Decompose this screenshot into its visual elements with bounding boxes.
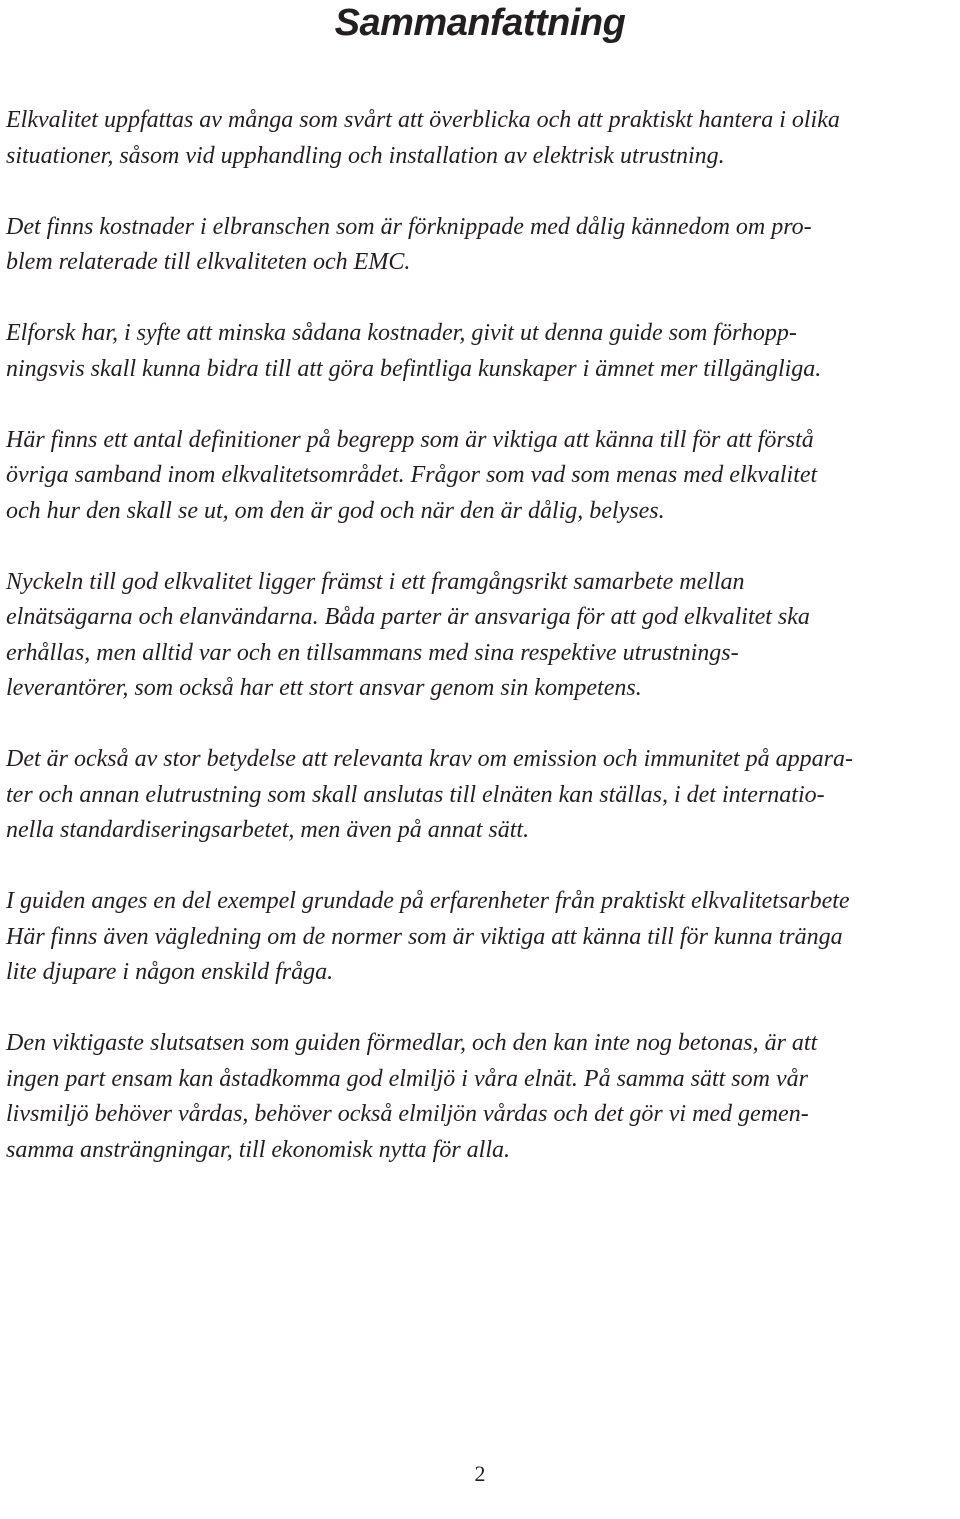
paragraph-7: [6, 884, 958, 991]
paragraph-4: [6, 423, 958, 530]
text-line: blem relaterade till elkvaliteten och EMC.: [6, 249, 411, 275]
paragraph-5: [6, 565, 958, 707]
page-title: Sammanfattning: [334, 2, 626, 44]
paragraph-3: [6, 316, 958, 387]
text-line: Nyckeln till god elkvalitet ligger främst i ett framgångsrikt samarbete mellan: [6, 568, 745, 595]
paragraph-1: [6, 103, 958, 174]
paragraph-8: [6, 1026, 958, 1168]
text-line: övriga samband inom elkvalitetsområdet. Frågor som vad som menas med elkvalitet: [6, 462, 818, 488]
text-line: I guiden anges en del exempel grundade på erfarenheter från praktiskt elkvalitetsarbete: [6, 888, 850, 914]
text-line: situationer, såsom vid upphandling och installation av elektrisk utrustning.: [6, 142, 725, 169]
summary-body: [6, 103, 958, 1204]
text-line: ingen part ensam kan åstadkomma god elmiljö i våra elnät. På samma sätt som vår: [6, 1065, 808, 1092]
text-line: Här finns ett antal definitioner på begrepp som är viktiga att känna till för att förstå: [6, 426, 814, 453]
text-line: Den viktigaste slutsatsen som guiden förmedlar, och den kan inte nog betonas, är att: [6, 1030, 818, 1056]
text-line: samma ansträngningar, till ekonomisk nytta för alla.: [6, 1136, 510, 1163]
text-line: Elforsk har, i syfte att minska sådana kostnader, givit ut denna guide som förhopp-: [6, 320, 797, 346]
text-line: leverantörer, som också har ett stort ansvar genom sin kompetens.: [6, 675, 642, 701]
text-line: livsmiljö behöver vårdas, behöver också elmiljön vårdas och det gör vi med gemen-: [6, 1101, 809, 1127]
text-line: nella standardiseringsarbetet, men även på annat sätt.: [6, 817, 530, 843]
text-line: Här finns även vägledning om de normer som är viktiga att känna till för kunna tränga: [6, 923, 843, 950]
text-line: elnätsägarna och elanvändarna. Båda parter är ansvariga för att god elkvalitet ska: [6, 604, 810, 630]
text-line: Det finns kostnader i elbranschen som är förknippade med dålig kännedom om pro-: [6, 213, 812, 240]
paragraph-2: [6, 210, 958, 281]
text-line: och hur den skall se ut, om den är god och när den är dålig, belyses.: [6, 497, 665, 524]
text-line: erhållas, men alltid var och en tillsammans med sina respektive utrustnings-: [6, 639, 739, 666]
text-line: Det är också av stor betydelse att relevanta krav om emission och immunitet på appara-: [6, 746, 853, 772]
text-line: ter och annan elutrustning som skall anslutas till elnäten kan ställas, i det internatio-: [6, 781, 825, 808]
text-line: lite djupare i någon enskild fråga.: [6, 959, 334, 985]
text-line: ningsvis skall kunna bidra till att göra befintliga kunskaper i ämnet mer tillgängliga.: [6, 355, 822, 382]
paragraph-6: [6, 742, 958, 849]
page-number: 2: [474, 1461, 486, 1486]
text-line: Elkvalitet uppfattas av många som svårt att överblicka och att praktiskt hantera i olika: [6, 107, 840, 133]
